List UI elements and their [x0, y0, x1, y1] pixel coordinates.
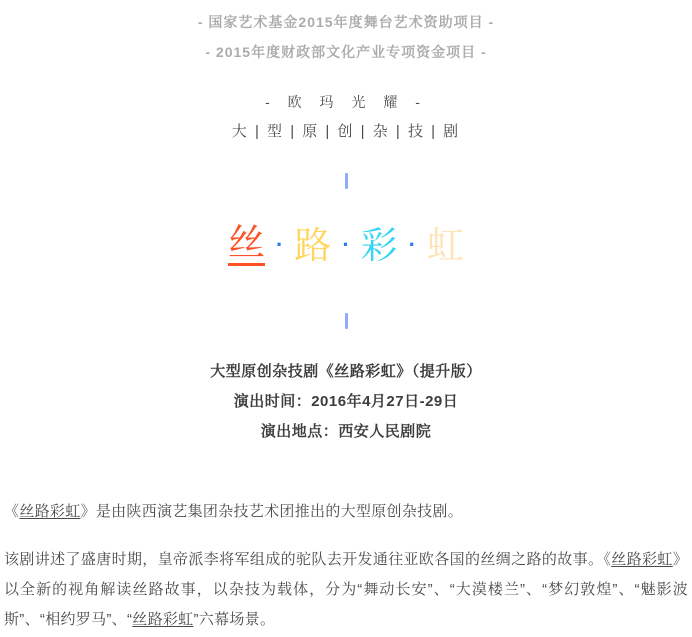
- keyword-link[interactable]: 丝路彩虹: [611, 551, 673, 568]
- story-paragraph: [0, 545, 692, 635]
- paragraph-text: ”六幕场景。: [193, 611, 276, 628]
- show-info-block: [0, 357, 692, 447]
- brand-line: - 欧 玛 光 耀 -: [265, 94, 427, 110]
- paragraph-text: 《: [4, 503, 20, 520]
- intro-paragraph: [0, 497, 692, 527]
- title-char: 路: [294, 224, 332, 266]
- genre-line: 大 | 型 | 原 | 创 | 杂 | 技 | 剧: [231, 123, 461, 140]
- keyword-link[interactable]: 丝路彩虹: [19, 503, 81, 520]
- divider-bar-bottom: [345, 313, 348, 329]
- title-char: 虹: [426, 224, 464, 266]
- show-venue-line: 演出地点：西安人民剧院: [260, 423, 432, 440]
- title-char: 彩: [360, 224, 398, 266]
- paragraph-text: 该剧讲述了盛唐时期，皇帝派李将军组成的驼队去开发通往亚欧各国的丝绸之路的故事。《: [4, 551, 612, 568]
- title-separator-dot: ·: [408, 232, 416, 257]
- paragraph-text: 》以全新的视角解读丝路故事，以杂技为载体，分为“舞动长安”、“大漠楼兰”、“梦幻敦煌”、“魅影波斯”、“相约罗马”、“: [4, 551, 688, 628]
- show-time-line: 演出时间：2016年4月27日-29日: [233, 393, 459, 410]
- keyword-link[interactable]: 丝路彩虹: [132, 611, 194, 628]
- title-separator-dot: ·: [276, 232, 284, 257]
- funding-line-1: - 国家艺术基金2015年度舞台艺术资助项目 -: [197, 14, 495, 30]
- title-separator-dot: ·: [342, 232, 350, 257]
- show-title: [0, 223, 692, 267]
- divider-bar-top: [345, 173, 348, 189]
- show-name-line: 大型原创杂技剧《丝路彩虹》（提升版）: [210, 363, 482, 380]
- paragraph-text: 》是由陕西演艺集团杂技艺术团推出的大型原创杂技剧。: [80, 503, 464, 520]
- title-char: 丝: [228, 224, 265, 266]
- funding-line-2: - 2015年度财政部文化产业专项资金项目 -: [205, 44, 487, 60]
